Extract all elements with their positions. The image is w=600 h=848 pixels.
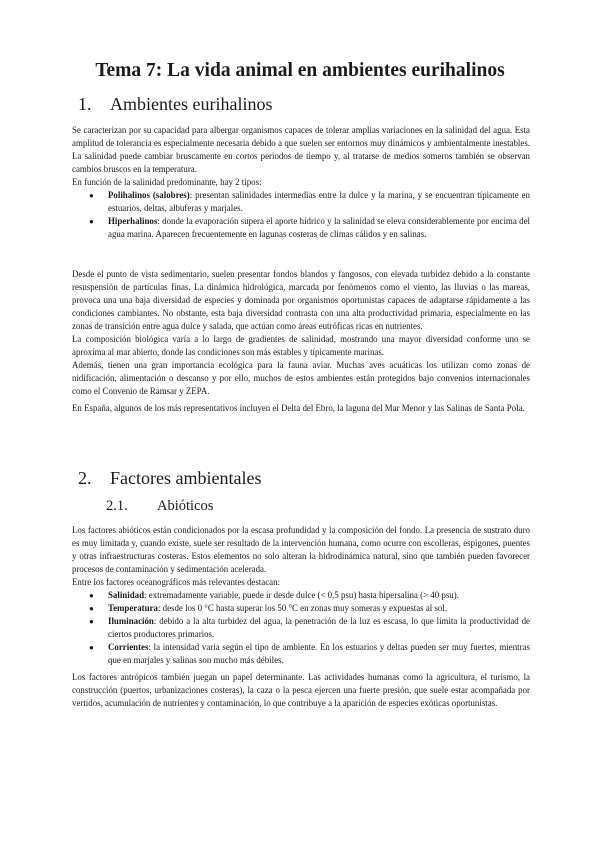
list-item-term: Polihalinos (salobres): [108, 190, 190, 200]
list-item-term: Hiperhalinos: [108, 216, 158, 226]
bullet-icon: ●: [89, 191, 94, 200]
bullet-icon: ●: [89, 217, 94, 226]
section-2-number: 2.: [78, 468, 92, 488]
paragraph: Desde el punto de vista sedimentario, suelen presentar fondos blandos y fangosos, con elevada turbidez debido a la constante resuspensión de partículas finas. La dinámica hidrológica, marcada por fenómenos como el viento, las lluvias o las mareas, provoca una una baja diversidad de especies y dominada por organismos oportunistas capaces de adaptarse rápidamente a las condiciones cambiantes. No obstante, esta baja diversidad contrasta con una alta productividad primaria, especialmente en las zonas de transición entre agua dulce y salada, que actúan como áreas eutróficas ricas en nutrientes.: [72, 269, 530, 331]
bullet-icon: ●: [89, 643, 94, 652]
paragraph: La composición biológica varía a lo largo de gradientes de salinidad, mostrando una mayor diversidad conforme uno se aproxima al mar abierto, donde las condiciones son más estables y típicamente marinas.: [72, 334, 530, 357]
list-item: [72, 602, 530, 615]
paragraph: En función de la salinidad predominante, hay 2 tipos:: [72, 177, 262, 187]
paragraph: Los factores antrópicos también juegan un papel determinante. Las actividades humanas como la agricultura, el turismo, la construcción (puertos, urbanizaciones costeras), la caza o la pesca ejercen una fuerte presión, que suele estar acompañada por vertidos, acumulación de nutrientes y contaminación, lo que contribuye a la aparición de especies exóticas oportunistas.: [72, 672, 530, 708]
section-2-heading: [78, 468, 261, 489]
list-item: [72, 215, 530, 241]
section-2-title: Factores ambientales: [110, 468, 262, 488]
bullet-icon: ●: [89, 604, 94, 613]
paragraph: Entre los factores oceanográficos más relevantes destacan:: [72, 577, 280, 587]
section-1-number: 1.: [78, 94, 92, 114]
bullet-list: [72, 189, 530, 241]
list-item-text: : debido a la alta turbidez del agua, la penetración de la luz es escasa, lo que limita la productividad de ciertos productores primarios.: [108, 616, 530, 639]
section-1-body: [72, 124, 530, 241]
list-item-text: : presentan salinidades intermedias entre la dulce y la marina, y se encuentran típicamente en estuarios, deltas, albuferas y marjales.: [108, 190, 530, 213]
paragraph: En España, algunos de los más representativos incluyen el Delta del Ebro, la laguna del Mar Menor y las Salinas de Santa Pola.: [72, 403, 525, 413]
list-item-text: : desde los 0 °C hasta superar los 50 °C en zonas muy someras y expuestas al sol.: [157, 603, 448, 613]
list-item-term: Corrientes: [108, 642, 149, 652]
list-item: [72, 641, 530, 667]
bullet-icon: ●: [89, 591, 94, 600]
list-item-term: Temperatura: [108, 603, 158, 613]
list-item-text: : extremadamente variable, puede ir desde dulce (< 0,5 psu) hasta hipersalina (> 40 psu).: [144, 590, 459, 600]
section-1-heading: [78, 94, 272, 115]
section-1-title: Ambientes eurihalinos: [110, 94, 273, 114]
bullet-icon: ●: [89, 617, 94, 626]
list-item-term: Iluminación: [108, 616, 154, 626]
bullet-list: [72, 589, 530, 667]
section-2-closing: [72, 671, 530, 710]
paragraph: Además, tienen una gran importancia ecológica para la fauna aviar. Muchas aves acuáticas los utilizan como zonas de nidificación, alimentación o descanso y por ello, muchos de estos ambientes están protegidos bajo convenios internacionales como el Convenio de Ramsar y ZEPA.: [72, 360, 530, 396]
list-item: [72, 189, 530, 215]
section-1-closing: [72, 402, 530, 415]
list-item: [72, 615, 530, 641]
subsection-2-1-heading: [106, 498, 213, 515]
subsection-title: Abióticos: [157, 498, 214, 514]
section-2-body: [72, 524, 530, 667]
list-item-text: : la intensidad varía según el tipo de ambiente. En los estuarios y deltas pueden ser muy fuertes, mientras que en marjales y salinas son mucho más débiles.: [108, 642, 530, 665]
paragraph: Se caracterizan por su capacidad para albergar organismos capaces de tolerar amplias variaciones en la salinidad del agua. Esta amplitud de tolerancia es especialmente necesaria debido a que suelen ser entornos muy dinámicos y ambientalmente inestables. La salinidad puede cambiar bruscamente en cortos periodos de tiempo y, al tratarse de medios someros también se observan cambios bruscos en la temperatura.: [72, 125, 530, 174]
list-item-term: Salinidad: [108, 590, 145, 600]
list-item: [72, 589, 530, 602]
subsection-number: 2.1.: [106, 498, 128, 514]
list-item-text: : donde la evaporación supera el aporte hídrico y la salinidad se eleva considerablemente por encima del agua marina. Aparecen frecuentemente en lagunas costeras de climas cálidos y en salinas.: [108, 216, 530, 239]
document-title: Tema 7: La vida animal en ambientes eurihalinos: [95, 60, 505, 81]
paragraph: Los factores abióticos están condicionados por la escasa profundidad y la composición del fondo. La presencia de sustrato duro es muy limitada y, cuando existe, suele ser resultado de la intervención humana, como ocurre con escolleras, espigones, puentes y otras infraestructuras costeras. Estos elementos no solo alteran la hidrodinámica natural, sino que también pueden favorecer procesos de contaminación y sedimentación acelerada.: [72, 525, 530, 574]
section-1-body-continued: [72, 268, 530, 398]
